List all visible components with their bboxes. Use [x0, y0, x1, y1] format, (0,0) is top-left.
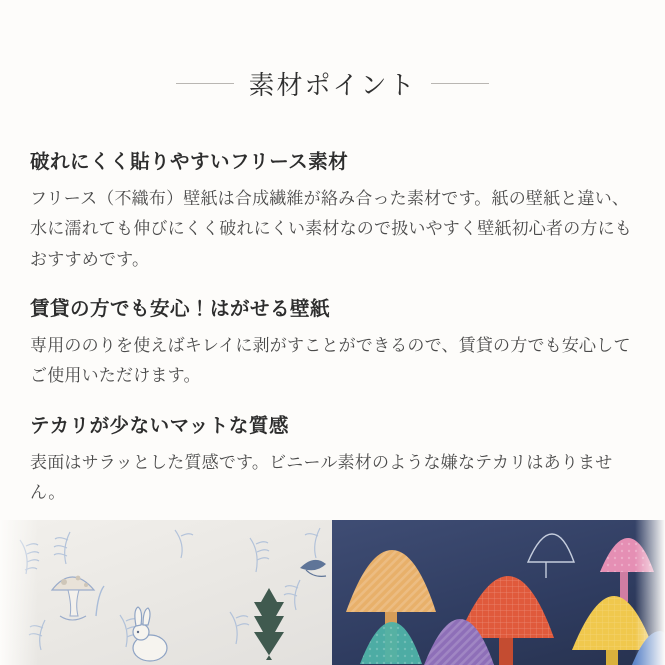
feature-section-1: [30, 148, 635, 275]
feature-text-1: フリース（不織布）壁紙は合成繊維が絡み合った素材です。紙の壁紙と違い、水に濡れても伸びにくく破れにくい素材なので扱いやすく壁紙初心者の方にもおすすめです。: [30, 189, 632, 270]
feature-text-3: 表面はサラッとした質感です。ビニール素材のような嫌なテカリはありません。: [30, 452, 613, 504]
light-wallpaper-pattern: [0, 520, 332, 665]
tree-outline: [528, 534, 574, 578]
content-body: [0, 126, 665, 551]
feature-heading-1: 破れにくく貼りやすいフリース素材: [30, 149, 349, 173]
page-title: 素材ポイント: [248, 71, 417, 102]
header-rule-left: [176, 83, 234, 84]
left-edge-fade: [0, 520, 38, 665]
right-edge-fade: [635, 520, 665, 665]
navy-wallpaper-pattern: [332, 520, 665, 665]
tree-motif: [96, 586, 104, 616]
wallpaper-sample-light: [0, 520, 332, 665]
mushroom-motif: [52, 576, 94, 620]
header-rule-right: [431, 83, 489, 84]
feature-heading-2: 賃貸の方でも安心！はがせる壁紙: [30, 296, 331, 320]
feature-text-2: 専用ののりを使えばキレイに剥がすことができるので、賃貸の方でも安心してご使用いただけます。: [30, 336, 631, 387]
section-header: [0, 0, 665, 126]
feature-section-2: [30, 295, 635, 392]
bird-motif: [300, 560, 326, 577]
fir-tree-motif: [254, 588, 284, 660]
tree-teal: [360, 622, 422, 664]
sample-image-strip: [0, 520, 665, 665]
wallpaper-sample-navy: [332, 520, 665, 665]
rabbit-motif: [133, 607, 167, 661]
feature-heading-3: テカリが少ないマットな質感: [30, 413, 289, 437]
